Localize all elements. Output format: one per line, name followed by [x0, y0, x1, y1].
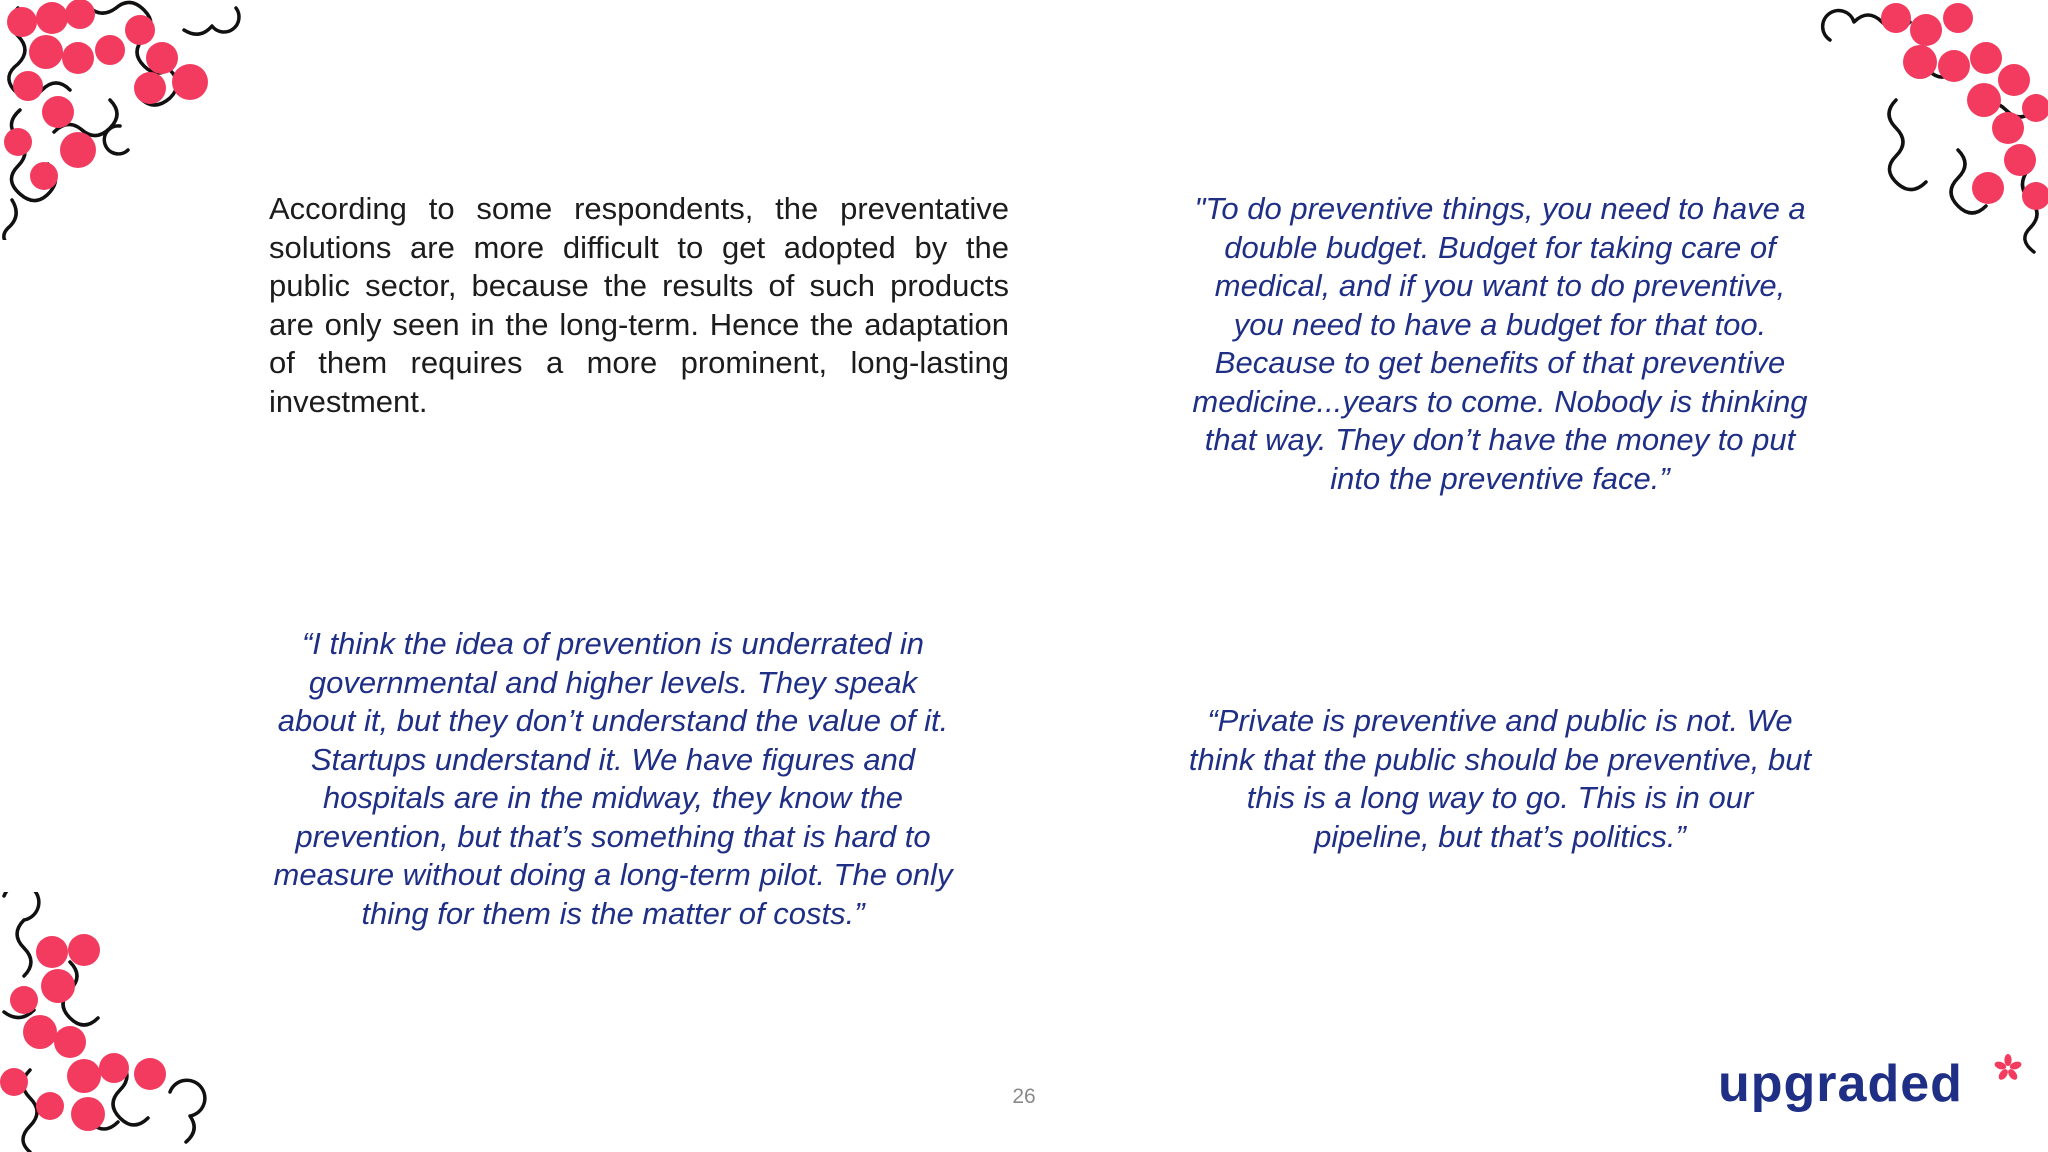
quote-budget: "To do preventive things, you need to have a double budget. Budget for taking care of medical, and if you want to do preventive, you need to have a budget for that too. Because to get benefits of that preventive medicine...years to come. Nobody is thinking that way. They don’t have the money to put into the preventive face.” [1192, 191, 1808, 496]
molecule-decoration-top-right [1808, 0, 2048, 260]
quote-private-preventive: “Private is preventive and public is not. We think that the public should be preventive, but this is a long way to go. This is in our pipeline, but that’s politics.” [1188, 703, 1812, 854]
intro-paragraph: According to some respondents, the preventative solutions are more difficult to get adopted by the public sector, because the results of such products are only seen in the long-term. Hence the adaptation of them requires a more prominent, long-lasting investment. [269, 191, 1009, 419]
logo-wordmark: upgraded [1718, 1055, 1963, 1113]
page-number: 26 [1012, 1085, 1036, 1108]
upgraded-logo [1718, 1054, 2018, 1134]
asterisk-icon [1994, 1054, 2022, 1082]
molecule-decoration-top-left [0, 0, 260, 240]
quote-prevention-underrated: “I think the idea of prevention is underrated in governmental and higher levels. They speak about it, but they don’t understand the value of it. Startups understand it. We have figures and hospitals are in the midway, they know the prevention, but that’s something that is hard to measure without doing a long-term pilot. The only thing for them is the matter of costs.” [273, 626, 953, 931]
molecule-decoration-bottom-left [0, 892, 240, 1152]
